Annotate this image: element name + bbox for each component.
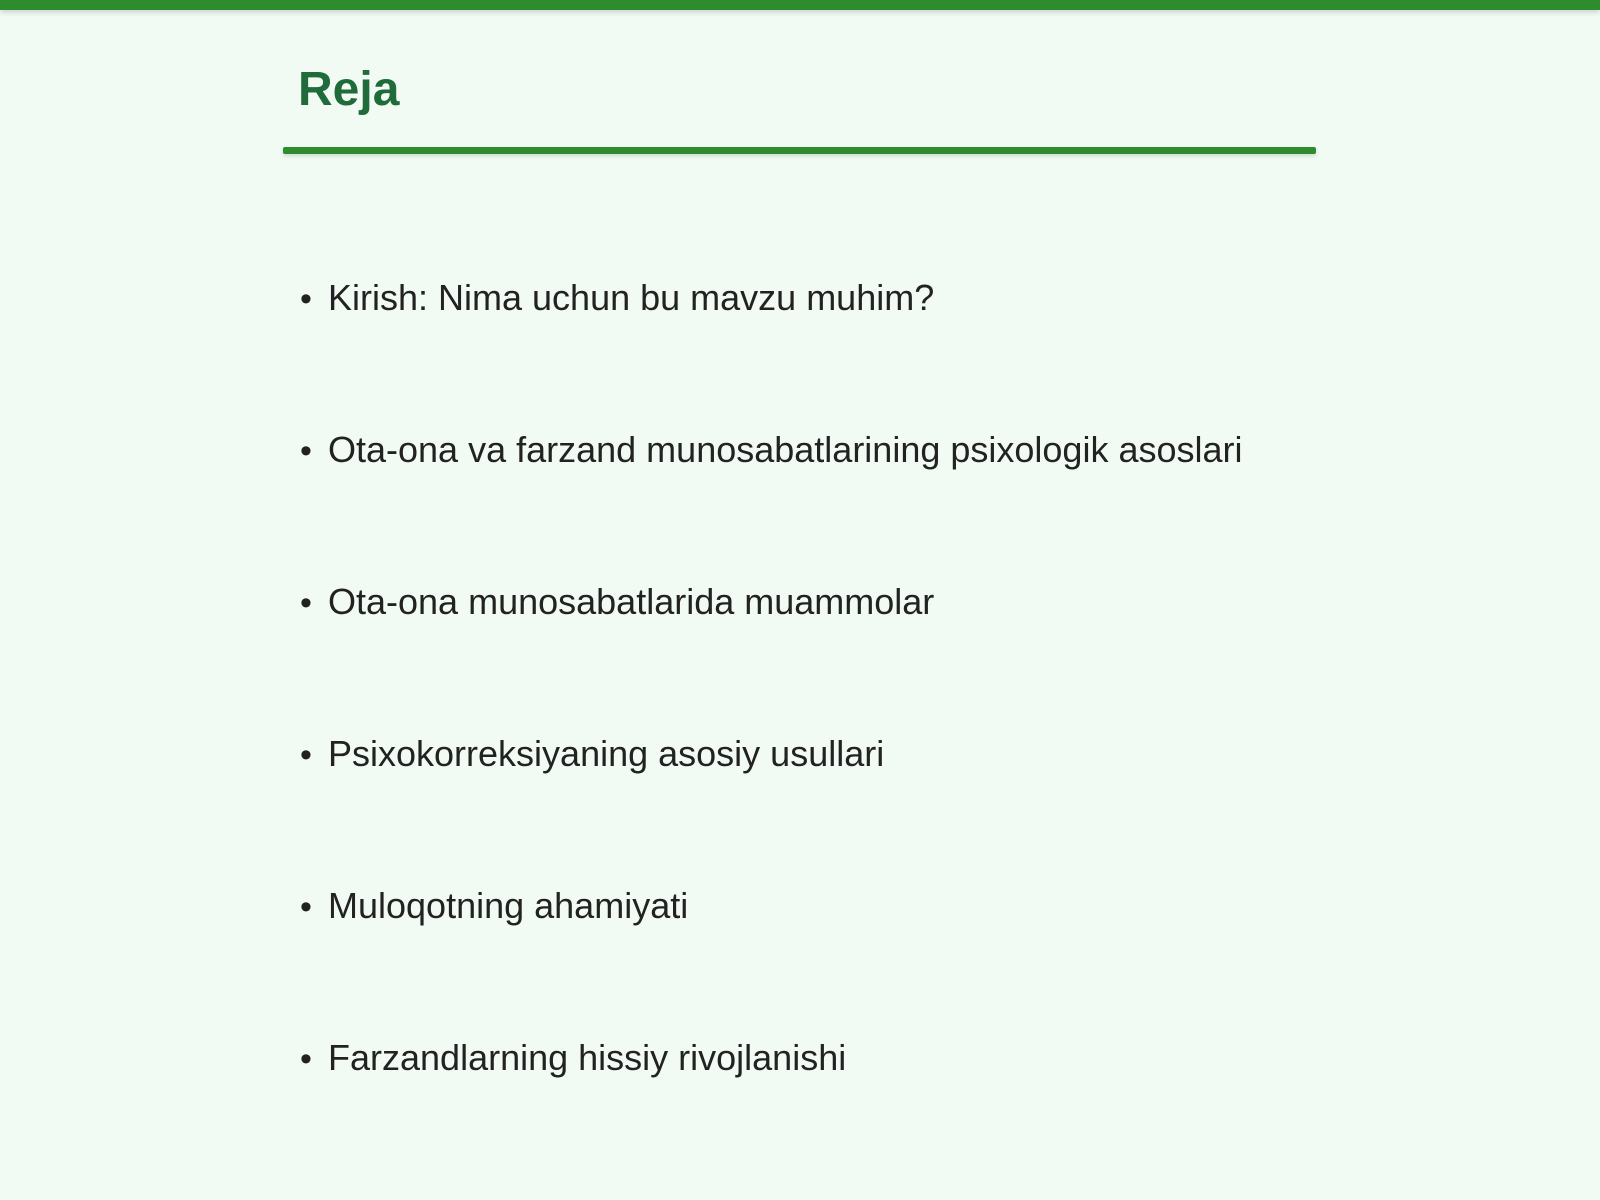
plan-item-text: Psixokorreksiyaning asosiy usullari bbox=[328, 733, 885, 774]
plan-item-communication bbox=[300, 885, 689, 926]
plan-item-text: Ota-ona va farzand munosabatlarining psixologik asoslari bbox=[328, 429, 1243, 470]
bullet-icon: • bbox=[300, 432, 312, 470]
bullet-icon: • bbox=[300, 584, 312, 622]
bullet-icon: • bbox=[300, 1040, 312, 1078]
plan-item-methods bbox=[300, 733, 885, 774]
title-underline bbox=[283, 147, 1316, 154]
bullet-icon: • bbox=[300, 280, 312, 318]
plan-item-emotional-development bbox=[300, 1037, 847, 1078]
bullet-icon: • bbox=[300, 888, 312, 926]
bullet-icon: • bbox=[300, 736, 312, 774]
plan-item-text: Kirish: Nima uchun bu mavzu muhim? bbox=[328, 277, 935, 318]
plan-item-introduction bbox=[300, 277, 935, 318]
plan-item-text: Ota-ona munosabatlarida muammolar bbox=[328, 581, 935, 622]
plan-item-problems bbox=[300, 581, 935, 622]
slide-title: Reja bbox=[298, 63, 400, 116]
plan-item-text: Farzandlarning hissiy rivojlanishi bbox=[328, 1037, 847, 1078]
top-accent-bar bbox=[0, 0, 1600, 10]
plan-item-psychological-foundations bbox=[300, 429, 1243, 470]
plan-item-text: Muloqotning ahamiyati bbox=[328, 885, 689, 926]
